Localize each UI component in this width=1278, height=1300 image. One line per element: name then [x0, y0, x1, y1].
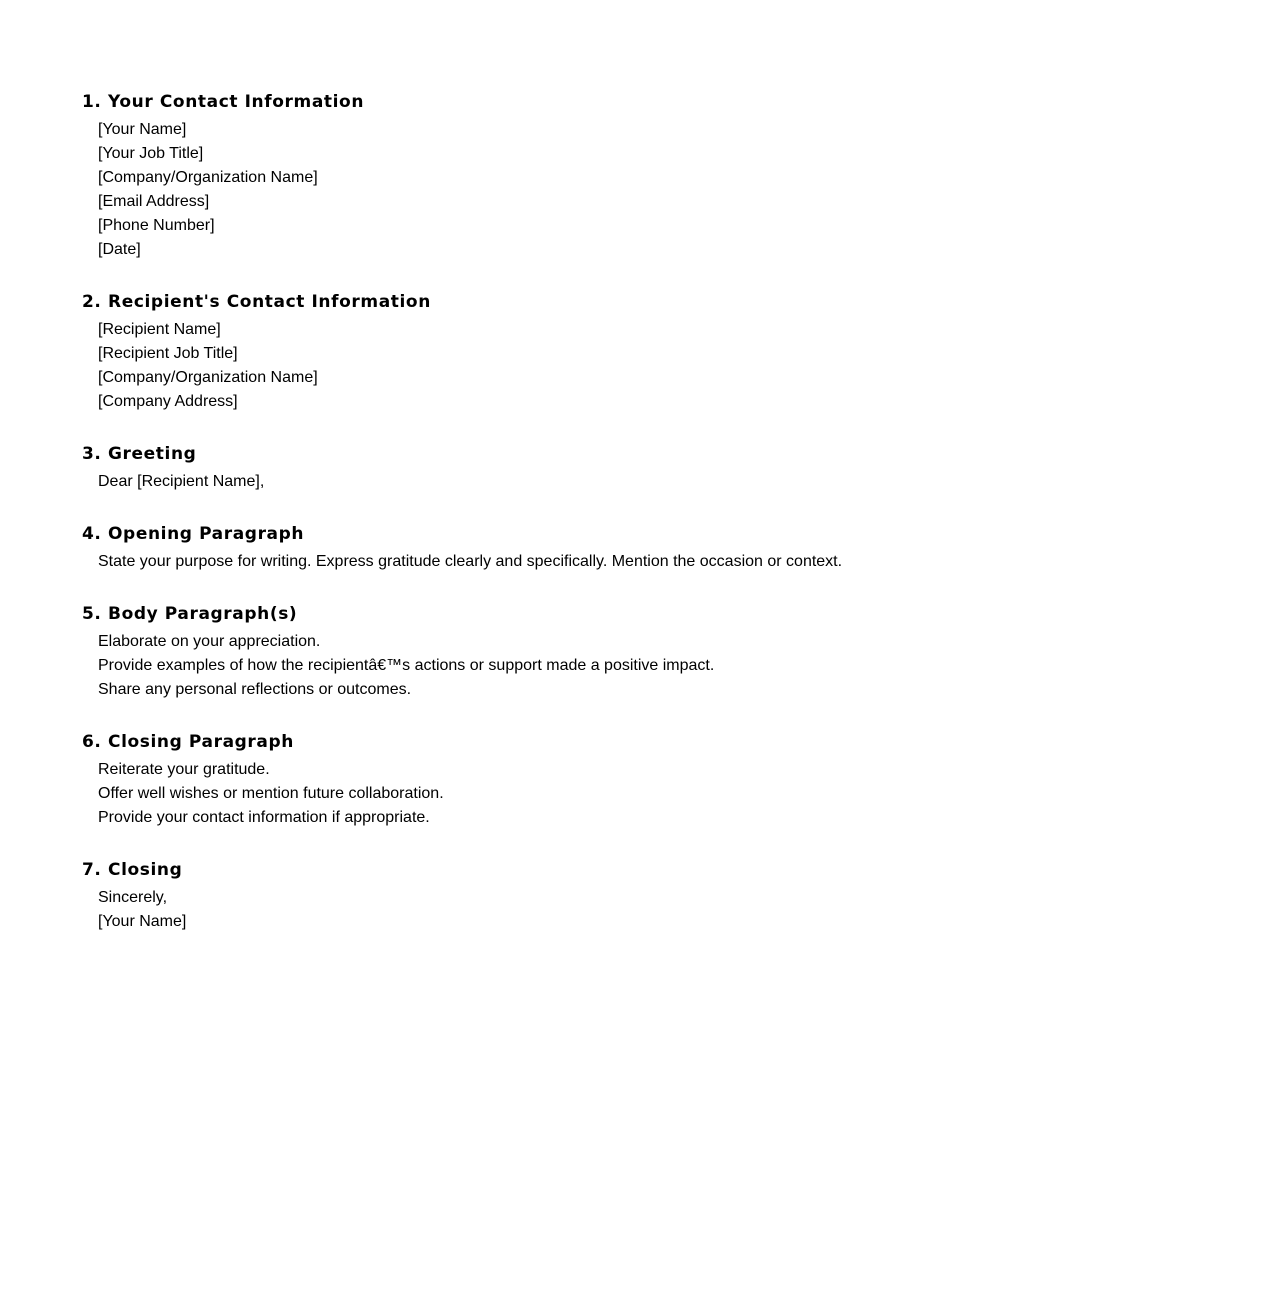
text-line: Provide examples of how the recipientâ€™s actions or support made a positive impact.: [98, 657, 715, 674]
section-recipient-contact-information: [82, 288, 1182, 414]
text-line: [Company/Organization Name]: [98, 369, 318, 386]
section-spacer: [82, 262, 1182, 288]
section-closing-paragraph: [82, 728, 1182, 830]
text-line: Provide your contact information if appropriate.: [98, 809, 430, 826]
text-line: Elaborate on your appreciation.: [98, 633, 321, 650]
text-line: [Date]: [98, 241, 141, 258]
text-line: Share any personal reflections or outcomes.: [98, 681, 412, 698]
section-lines: [82, 318, 1182, 414]
section-heading: 3. Greeting: [82, 444, 197, 464]
section-lines: [82, 470, 1182, 494]
section-heading: 2. Recipient's Contact Information: [82, 292, 431, 312]
section-greeting: [82, 440, 1182, 494]
section-opening-paragraph: [82, 520, 1182, 574]
text-line: [Your Job Title]: [98, 145, 204, 162]
section-spacer: [82, 414, 1182, 440]
text-line: [Recipient Job Title]: [98, 345, 238, 362]
text-line: State your purpose for writing. Express gratitude clearly and specifically. Mention the occasion or context.: [98, 553, 843, 570]
section-lines: [82, 550, 1182, 574]
document-page: [82, 88, 1182, 934]
text-line: Dear [Recipient Name],: [98, 473, 265, 490]
section-closing: [82, 856, 1182, 934]
section-body-paragraphs: [82, 600, 1182, 702]
text-line: Reiterate your gratitude.: [98, 761, 270, 778]
section-lines: [82, 118, 1182, 262]
section-spacer: [82, 702, 1182, 728]
section-heading: 7. Closing: [82, 860, 183, 880]
section-heading: 1. Your Contact Information: [82, 92, 365, 112]
text-line: [Phone Number]: [98, 217, 215, 234]
text-line: [Recipient Name]: [98, 321, 221, 338]
section-heading: 6. Closing Paragraph: [82, 732, 294, 752]
text-line: Sincerely,: [98, 889, 168, 906]
section-lines: [82, 886, 1182, 934]
section-heading: 4. Opening Paragraph: [82, 524, 305, 544]
text-line: [Your Name]: [98, 913, 187, 930]
text-line: [Your Name]: [98, 121, 187, 138]
section-heading: 5. Body Paragraph(s): [82, 604, 298, 624]
section-spacer: [82, 830, 1182, 856]
text-line: [Email Address]: [98, 193, 210, 210]
text-line: [Company Address]: [98, 393, 238, 410]
section-lines: [82, 758, 1182, 830]
section-lines: [82, 630, 1182, 702]
section-your-contact-information: [82, 88, 1182, 262]
text-line: Offer well wishes or mention future collaboration.: [98, 785, 444, 802]
section-spacer: [82, 574, 1182, 600]
section-spacer: [82, 494, 1182, 520]
text-line: [Company/Organization Name]: [98, 169, 318, 186]
